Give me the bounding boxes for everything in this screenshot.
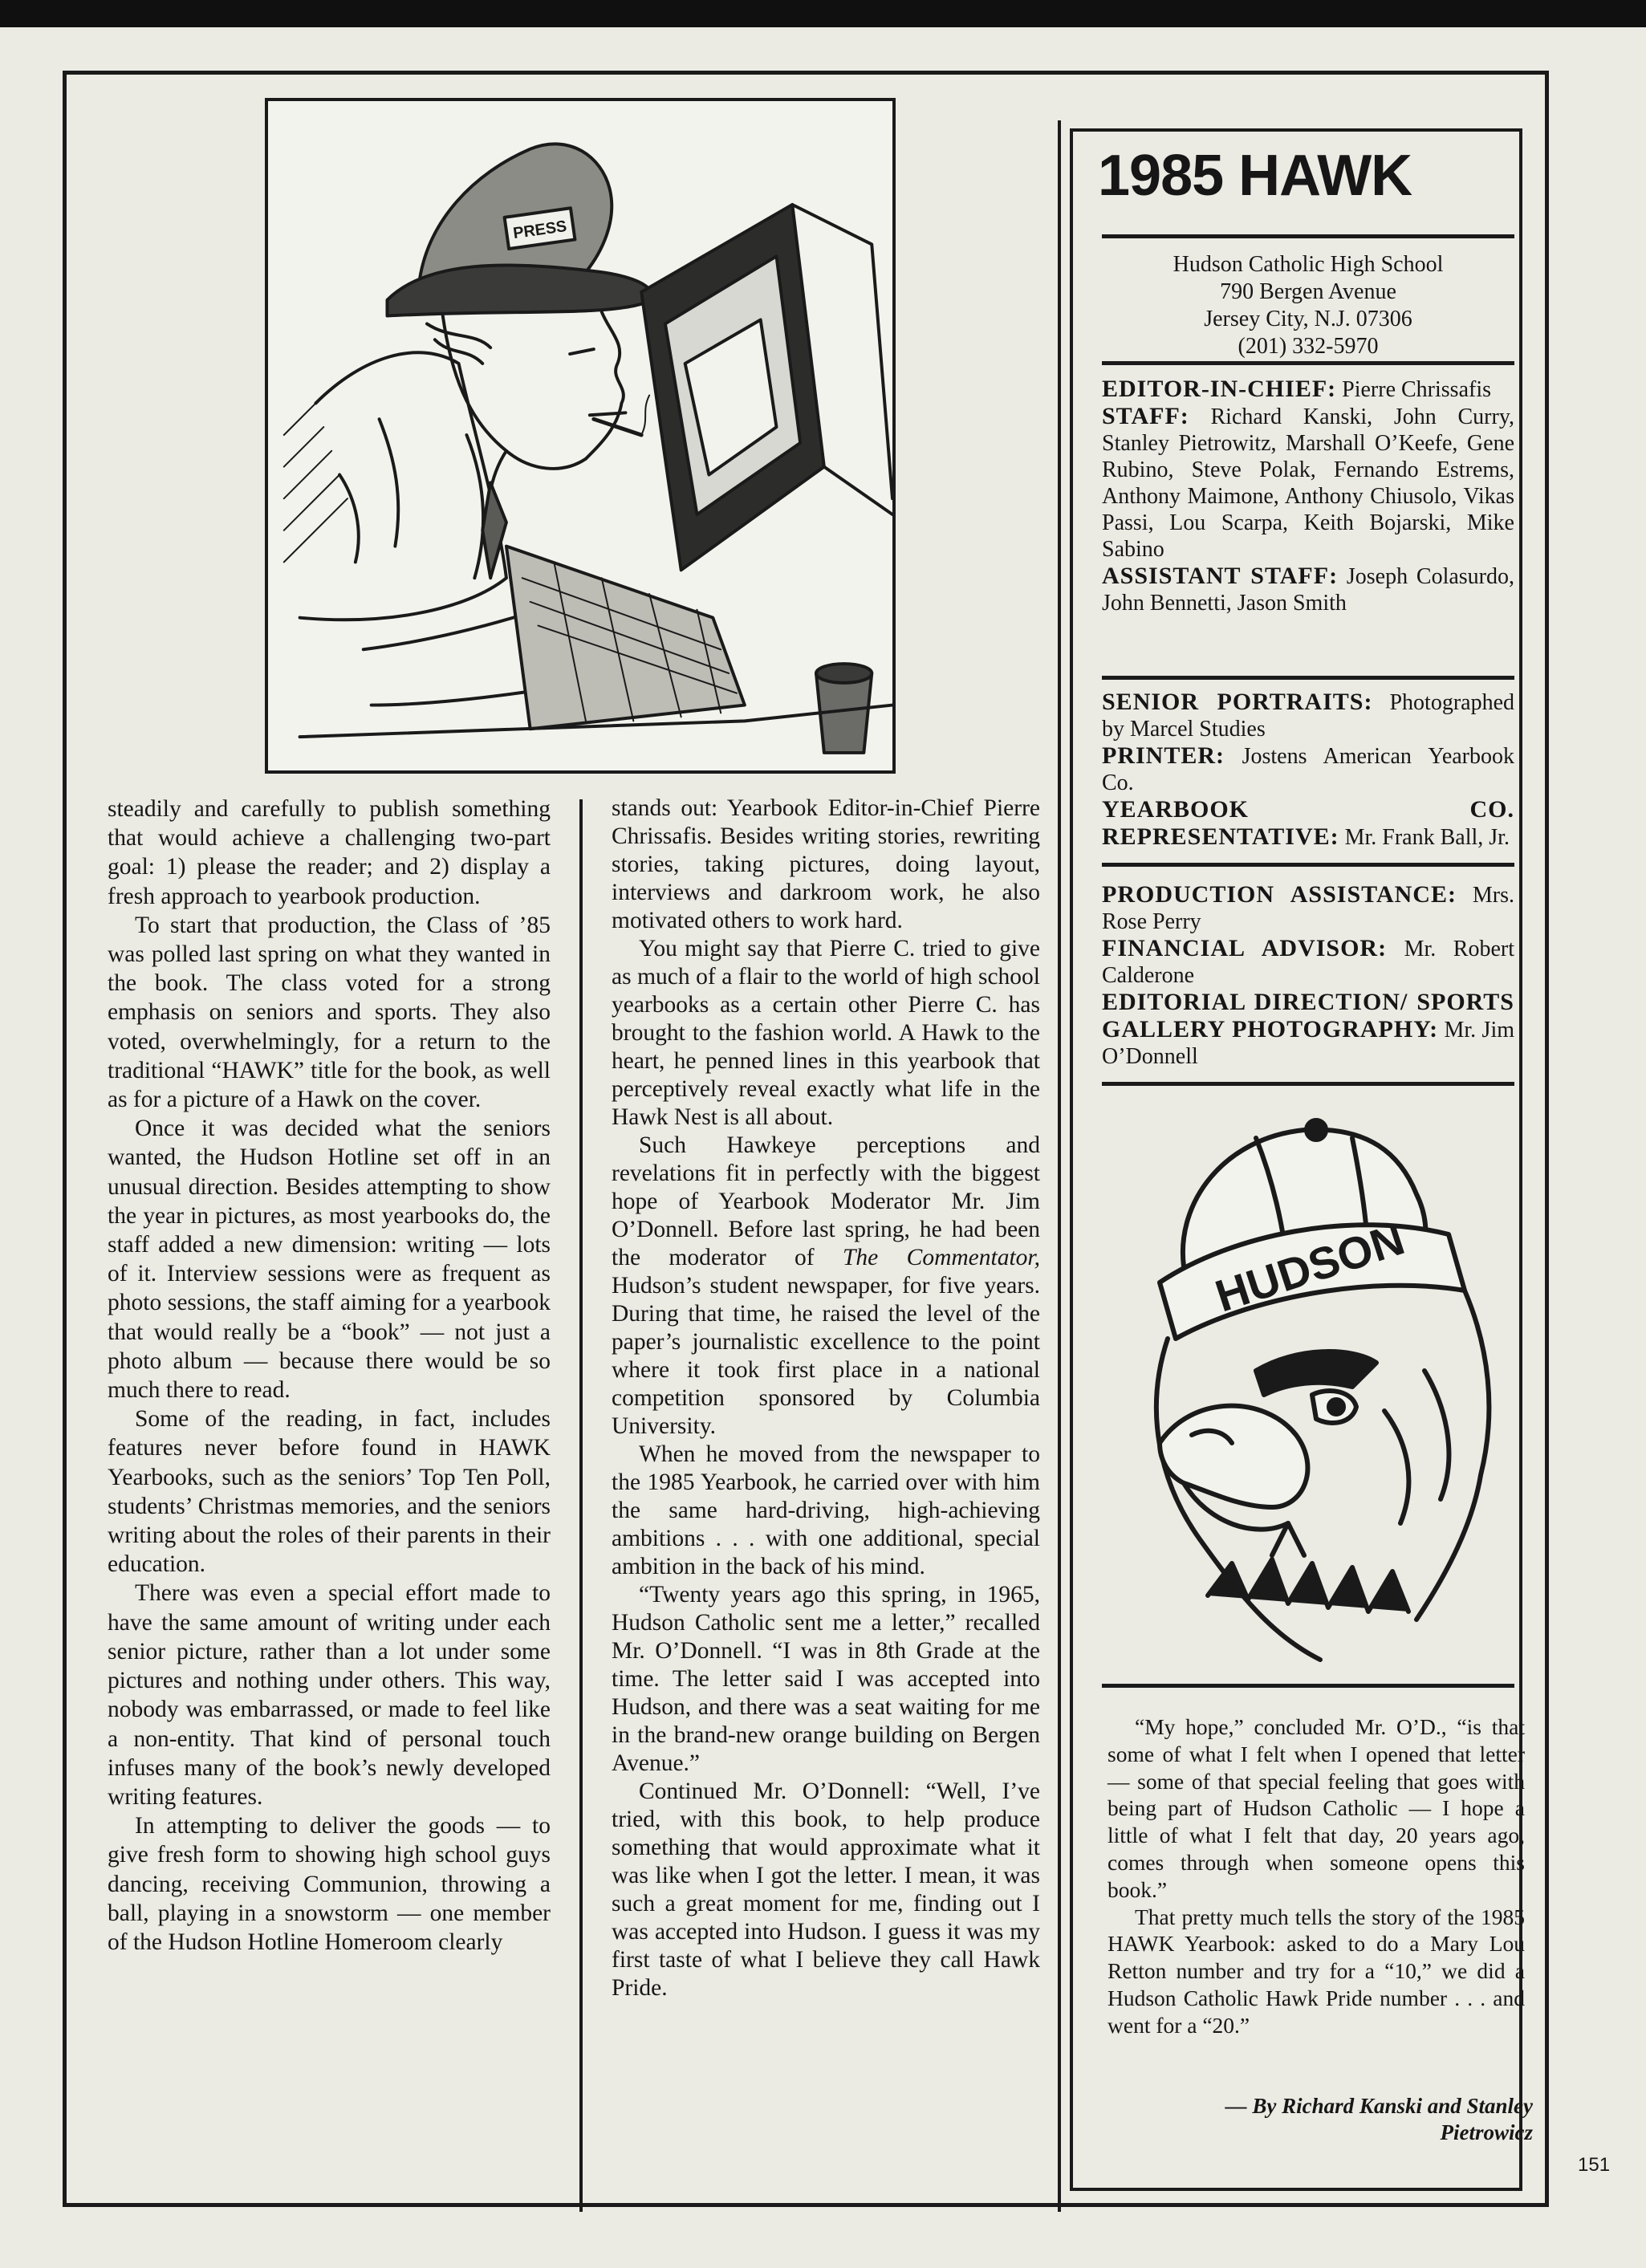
col2-paragraph: Continued Mr. O’Donnell: “Well, I’ve tried, with this book, to help produce something that would approximate what it was like when I got the letter. I mean, it was such a great moment for me, finding out I was accepted into Hudson. I guess it was my first taste of what I believe they call Hawk Pride.: [612, 1778, 1040, 2001]
col1-paragraph: In attempting to deliver the goods — to give fresh form to showing high school guys dancing, receiving Communion, throwing a ball, playing in a snowstorm — one member of the Hudson Hotline Homeroom clearly: [108, 1813, 551, 1955]
hat-band-text: PRESS: [512, 217, 568, 243]
address-line: Jersey City, N.J. 07306: [1204, 307, 1412, 331]
credit-label: YEARBOOK CO. REPRESENTATIVE:: [1102, 796, 1514, 850]
credit-value: Mrs. Rose Perry: [1102, 883, 1514, 934]
sketch-drawing: [268, 101, 892, 770]
credit-staff: [1102, 403, 1514, 563]
quote-paragraph: “My hope,” concluded Mr. O’D., “is that some of what I felt when I opened that letter — some of that special feeling that goes with being part of Hudson Catholic — I hope a little of what I felt that day, 20 years ago, comes through when someone opens this book.”: [1107, 1714, 1525, 1902]
credit-value: Mr. Frank Ball, Jr.: [1344, 825, 1510, 850]
credit-value: Richard Kanski, John Curry, Stanley Pietrowitz, Marshall O’Keefe, Gene Rubino, Steve Polak, Fernando Estrems, Anthony Maimone, Anthony Chiusolo, Vikas Passi, Lou Scarpa, Keith Bojarski, Mike Sabino: [1102, 404, 1514, 562]
credit-label: EDITORIAL DIRECTION/ SPORTS GALLERY PHOTOGRAPHY:: [1102, 989, 1514, 1043]
page-number: 151: [1578, 2154, 1611, 2176]
credit-value: Pierre Chrissafis: [1342, 377, 1491, 402]
credit-label: SENIOR PORTRAITS:: [1102, 689, 1373, 715]
col2-paragraph: “Twenty years ago this spring, in 1965, Hudson Catholic sent me a letter,” recalled Mr. O’Donnell. “I was in 8th Grade at the time. The letter said I was accepted into Hudson, and there was a seat waiting for me in the brand-new orange building on Bergen Avenue.”: [612, 1582, 1040, 1776]
address-line: Hudson Catholic High School: [1173, 252, 1444, 277]
illustration-press-man-at-computer: [265, 98, 896, 774]
credit-value: Jostens American Yearbook Co.: [1102, 744, 1514, 795]
credit-editorial: [1102, 989, 1514, 1070]
mascot-cap-text: HUDSON: [1209, 1213, 1411, 1322]
col2-paragraph: You might say that Pierre C. tried to give as much of a flair to the world of high school yearbooks as a certain other Pierre C. has brought to the fashion world. A Hawk to the heart, he penned lines in this yearbook that perceptively reveal exactly what life in the Hawk Nest is all about.: [612, 936, 1040, 1130]
credit-value: Joseph Colasurdo, John Bennetti, Jason Smith: [1102, 564, 1515, 616]
col2-paragraph: When he moved from the newspaper to the 1985 Yearbook, he carried over with him the same hard-driving, high-achieving ambitions . . . with one additional, special ambition in the back of his mind.: [612, 1441, 1040, 1579]
article-column-2: [612, 795, 1040, 2002]
credit-portraits: [1102, 689, 1514, 742]
credit-representative: [1102, 796, 1514, 851]
col2-text: Such Hawkeye perceptions and revelations fit in perfectly with the biggest hope of Yearbook Moderator Mr. Jim O’Donnell. Before last spring, he had been the moderator of: [612, 1132, 1040, 1270]
rule: [1102, 234, 1514, 238]
col1-paragraph: There was even a special effort made to have the same amount of writing under each senior picture, rather than a lot under some pictures and nothing under others. This way, nobody was embarrassed, or made to feel like a non-entity. That kind of personal touch infuses many of the book’s newly developed writing features.: [108, 1580, 551, 1810]
closing-quote: [1107, 1713, 1525, 2039]
credit-editor: [1102, 376, 1514, 403]
col2-paragraph: [612, 1132, 1040, 1441]
address-line: 790 Bergen Avenue: [1220, 279, 1396, 304]
credit-label: STAFF:: [1102, 403, 1189, 429]
rule: [1102, 863, 1514, 867]
byline: — By Richard Kanski and Stanley Pietrowicz: [1225, 2094, 1533, 2144]
credit-value: Mr. Jim O’Donnell: [1102, 1018, 1515, 1069]
col2-text: Hudson’s student newspaper, for five years. During that time, he raised the level of the paper’s journalistic excellence to the point where it took first place in a national competition sponsored by Columbia University.: [612, 1273, 1040, 1439]
col2-paragraph: stands out: Yearbook Editor-in-Chief Pierre Chrissafis. Besides writing stories, rewriting stories, taking pictures, doing layout, interviews and darkroom work, he also motivated others to work hard.: [612, 795, 1040, 933]
quote-paragraph: That pretty much tells the story of the 1985 HAWK Yearbook: asked to do a Mary Lou Retton number and try for a “10,” we did a Hudson Catholic Hawk Pride number . . . and went for a “20.”: [1107, 1904, 1525, 2038]
credit-value: Mr. Robert Calderone: [1102, 937, 1515, 988]
hawk-mascot-illustration: [1112, 1106, 1510, 1668]
credit-label: ASSISTANT STAFF:: [1102, 563, 1339, 589]
credit-assistant: [1102, 563, 1514, 616]
address-line: (201) 332-5970: [1238, 334, 1379, 359]
rule: [1102, 676, 1514, 680]
publication-title: The Commentator,: [843, 1245, 1040, 1270]
credit-label: FINANCIAL ADVISOR:: [1102, 935, 1388, 961]
credit-value: Photographed by Marcel Studies: [1102, 690, 1514, 742]
col1-paragraph: Some of the reading, in fact, includes features never before found in HAWK Yearbooks, such as the seniors’ Top Ten Poll, students’ Christmas memories, and the seniors writing about the roles of their parents in their education.: [108, 1406, 551, 1578]
col1-paragraph: Once it was decided what the seniors wanted, the Hudson Hotline set off in an unusual direction. Besides attempting to show the year in pictures, as most yearbooks do, the staff added a new dimension: writing — lots of it. Interview sessions were as frequent as photo sessions, the staff aiming for a yearbook that would really be a “book” — not just a photo album — because there would be so much there to read.: [108, 1116, 551, 1404]
col1-paragraph: steadily and carefully to publish something that would achieve a challenging two-part goal: 1) please the reader; and 2) display a fresh approach to yearbook production.: [108, 796, 551, 909]
scan-top-edge: [0, 0, 1646, 27]
article-column-1: [108, 795, 551, 1957]
credit-label: EDITOR-IN-CHIEF:: [1102, 376, 1337, 402]
credit-label: PRINTER:: [1102, 742, 1225, 769]
school-address: [1102, 251, 1514, 360]
column-divider-2: [1058, 120, 1061, 2212]
credit-label: PRODUCTION ASSISTANCE:: [1102, 881, 1457, 908]
rule: [1102, 1684, 1514, 1688]
column-divider-1: [579, 799, 583, 2212]
staff-box-title: 1985 HAWK: [1098, 144, 1412, 208]
credit-financial: [1102, 935, 1514, 989]
credit-printer: [1102, 742, 1514, 796]
production-credits: [1102, 689, 1514, 851]
staff-credits: [1102, 376, 1514, 616]
col1-paragraph: To start that production, the Class of ’85 was polled last spring on what they wanted in the book. The class voted for a strong emphasis on seniors and sports. They also voted, overwhelmingly, for a return to the traditional “HAWK” title for the book, as well as for a picture of a Hawk on the cover.: [108, 912, 551, 1113]
hawk-mascot-icon: [1112, 1106, 1510, 1668]
rule: [1102, 361, 1514, 365]
credit-production: [1102, 881, 1514, 935]
rule: [1102, 1082, 1514, 1086]
advisor-credits: [1102, 881, 1514, 1070]
